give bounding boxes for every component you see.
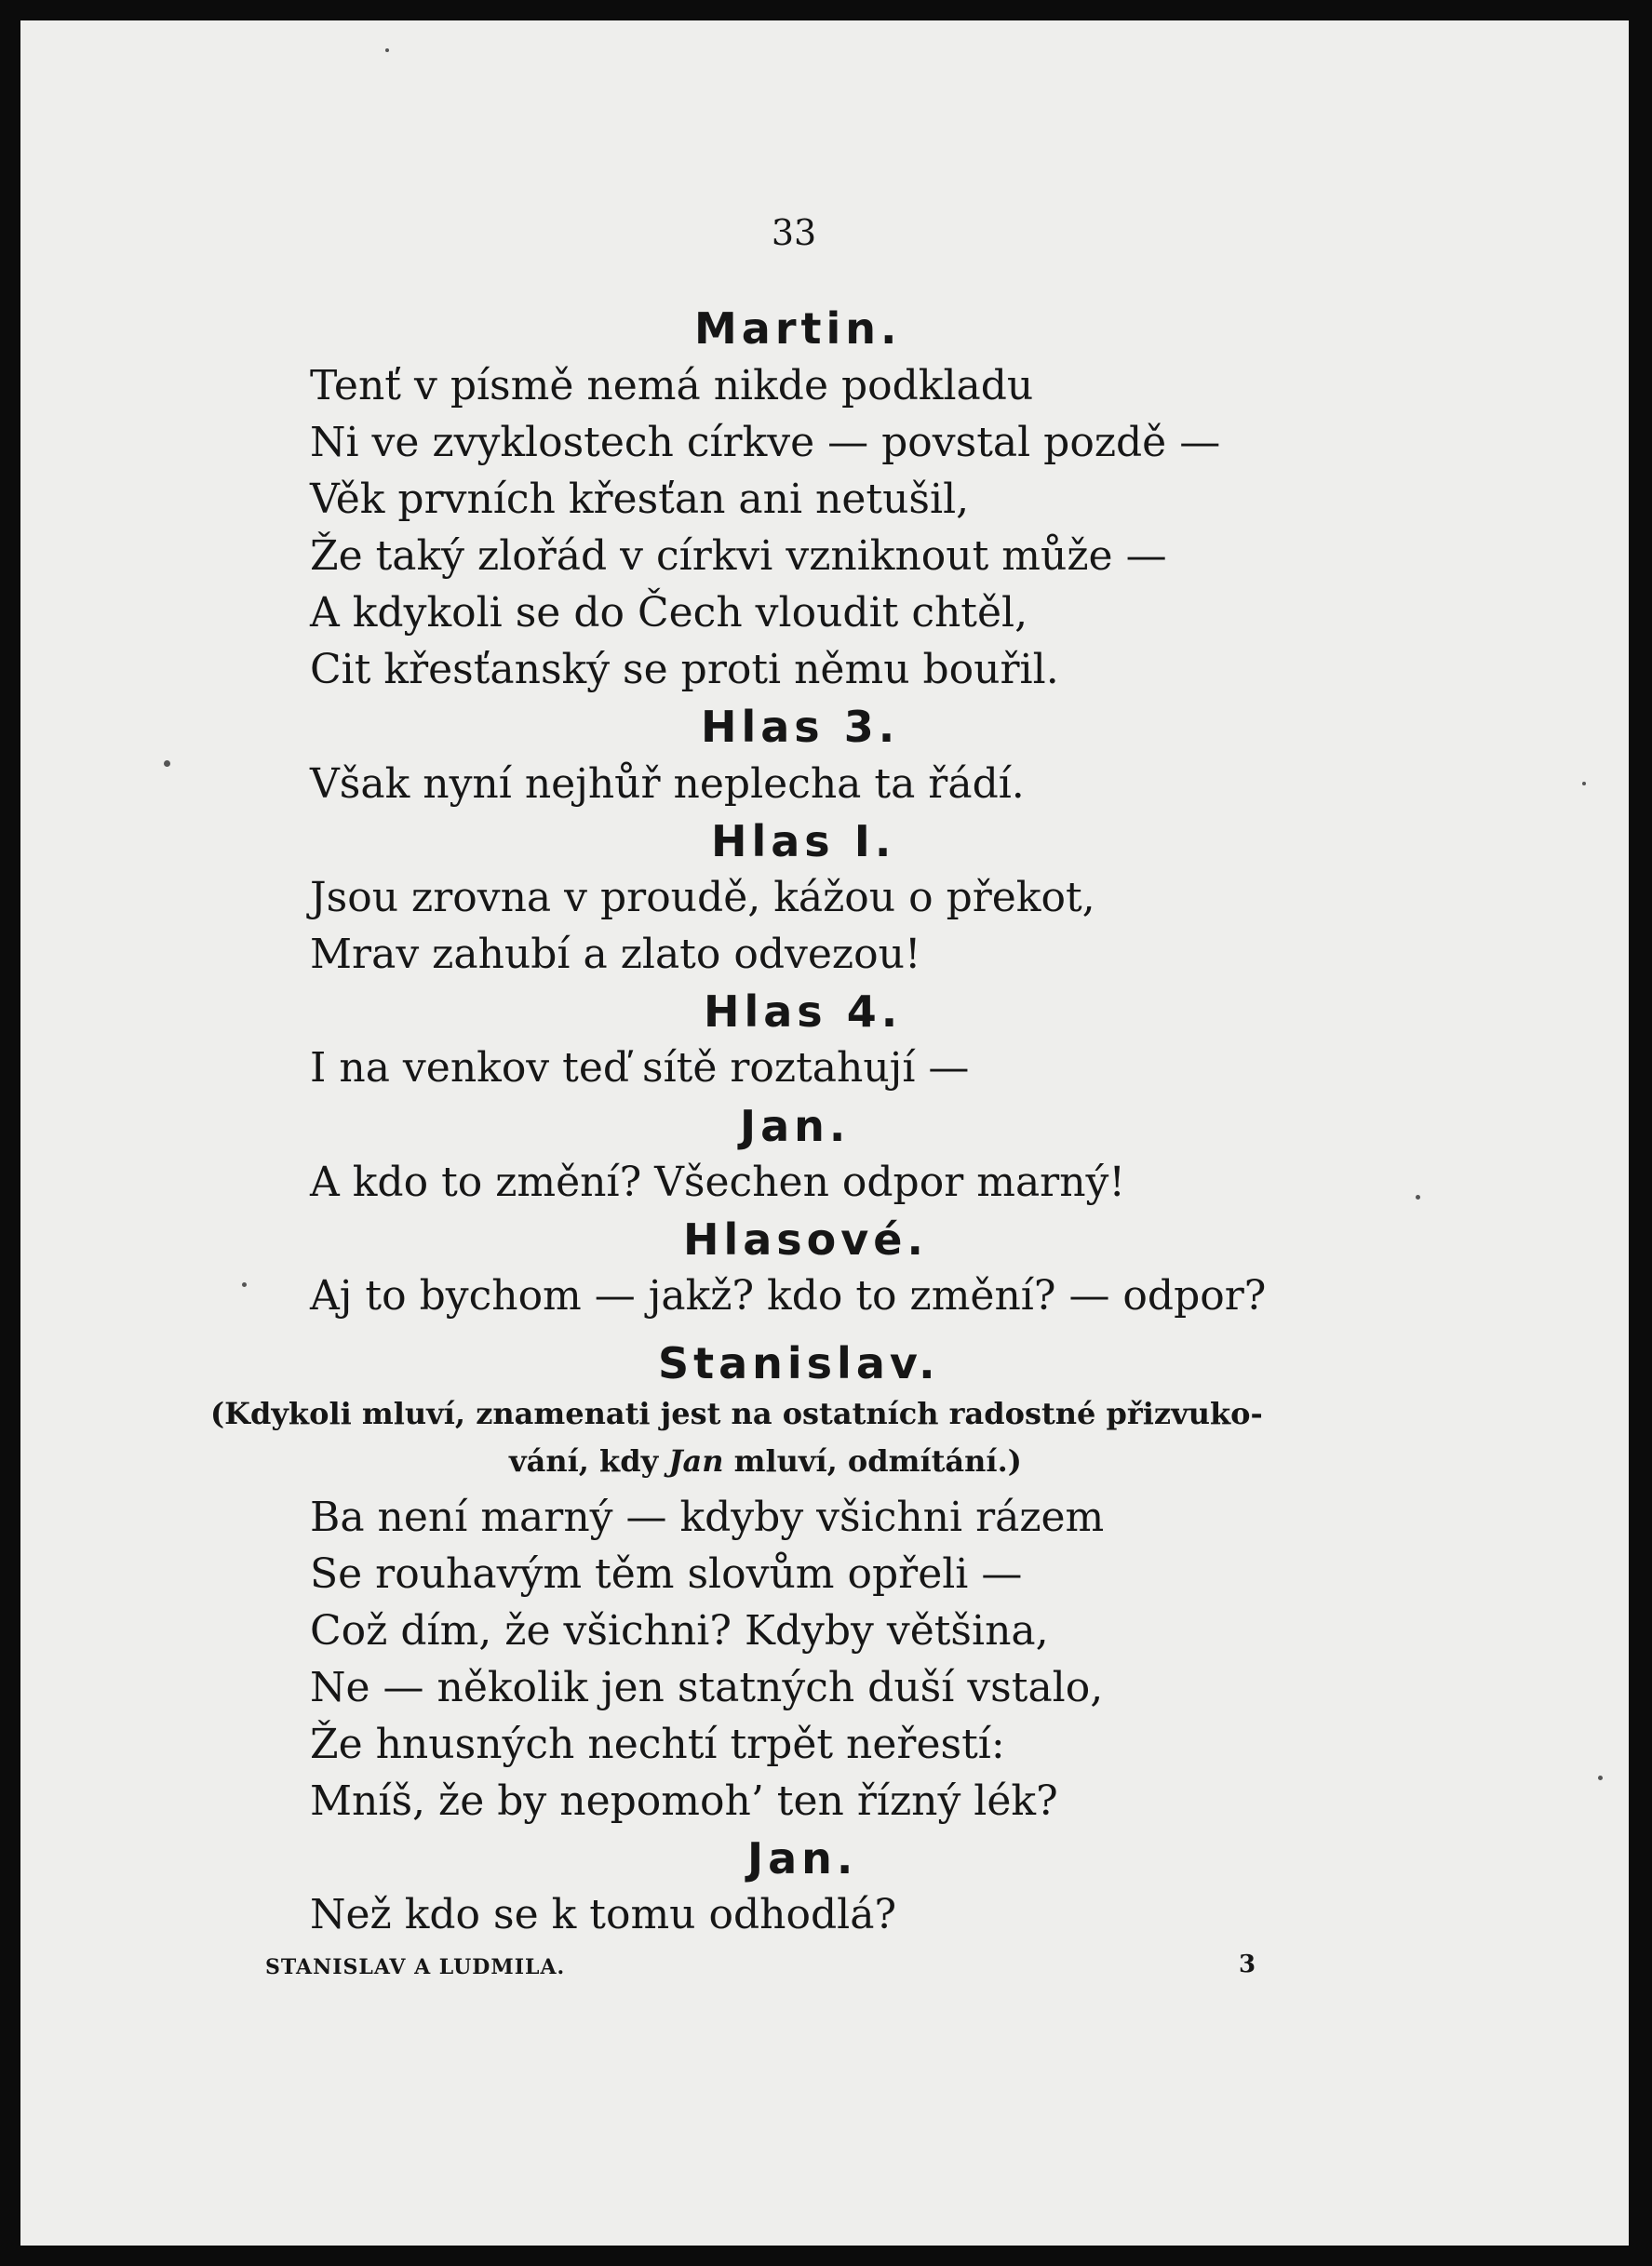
scan-border-right — [1629, 0, 1652, 2266]
verse-line: Mrav zahubí a zlato odvezou! — [310, 931, 921, 978]
speaker-hlas-4: Hlas 4. — [704, 986, 903, 1037]
scan-border-left — [0, 0, 20, 2266]
verse-line: Se rouhavým těm slovům opřeli — — [310, 1550, 1023, 1598]
speaker-jan: Jan. — [747, 1833, 858, 1884]
verse-line: A kdo to změní? Všechen odpor marný! — [310, 1159, 1126, 1206]
verse-line: Ba není marný — kdyby všichni rázem — [310, 1494, 1105, 1541]
page-number: 33 — [771, 212, 817, 253]
footer-title: STANISLAV A LUDMILA. — [265, 1955, 566, 1979]
speaker-hlasove: Hlasové. — [683, 1214, 928, 1265]
speck — [1582, 782, 1586, 785]
verse-line: Mníš, že by nepomoh’ ten řízný lék? — [310, 1777, 1058, 1825]
scan-border-top — [0, 0, 1652, 20]
verse-line: Ni ve zvyklostech církve — povstal pozdě — — [310, 419, 1221, 466]
speaker-hlas-1: Hlas I. — [711, 816, 896, 866]
speck — [164, 760, 170, 767]
verse-line: Jsou zrovna v proudě, kážou o překot, — [310, 874, 1095, 921]
speck — [1598, 1776, 1603, 1780]
verse-line: Tenť v písmě nemá nikde podkladu — [310, 362, 1034, 409]
verse-line: Aj to bychom — jakž? kdo to změní? — odpor? — [310, 1272, 1267, 1320]
verse-line: Ne — několik jen statných duší vstalo, — [310, 1664, 1104, 1711]
scan-border-bottom — [0, 2246, 1652, 2266]
signature-mark: 3 — [1239, 1951, 1256, 1978]
stage-direction-line-1: (Kdykoli mluví, znamenati jest na ostatních radostné přizvuko- — [210, 1396, 1263, 1431]
stage-direction-line-2: vání, kdy Jan mluví, odmítání.) — [509, 1443, 1022, 1479]
verse-line: Věk prvních křesťan ani netušil, — [310, 476, 970, 523]
speaker-jan: Jan. — [740, 1101, 851, 1151]
stage-direction-name: Jan — [668, 1443, 724, 1479]
verse-line: Než kdo se k tomu odhodlá? — [310, 1891, 897, 1938]
verse-line: Což dím, že všichni? Kdyby většina, — [310, 1607, 1049, 1655]
verse-line: Že hnusných nechtí trpět neřestí: — [310, 1721, 1005, 1768]
speck — [1416, 1195, 1420, 1200]
verse-line: A kdykoli se do Čech vloudit chtěl, — [310, 589, 1028, 637]
speaker-stanislav: Stanislav. — [658, 1338, 940, 1388]
verse-line: Cit křesťanský se proti němu bouřil. — [310, 646, 1059, 693]
verse-line: I na venkov teď sítě roztahují — — [310, 1044, 970, 1092]
speaker-hlas-3: Hlas 3. — [701, 702, 900, 752]
verse-line: Že taký zlořád v církvi vzniknout může — — [310, 532, 1167, 580]
speck — [385, 48, 389, 52]
speck — [242, 1282, 247, 1287]
speaker-martin: Martin. — [694, 303, 902, 354]
verse-line: Však nyní nejhůř neplecha ta řádí. — [310, 760, 1025, 808]
